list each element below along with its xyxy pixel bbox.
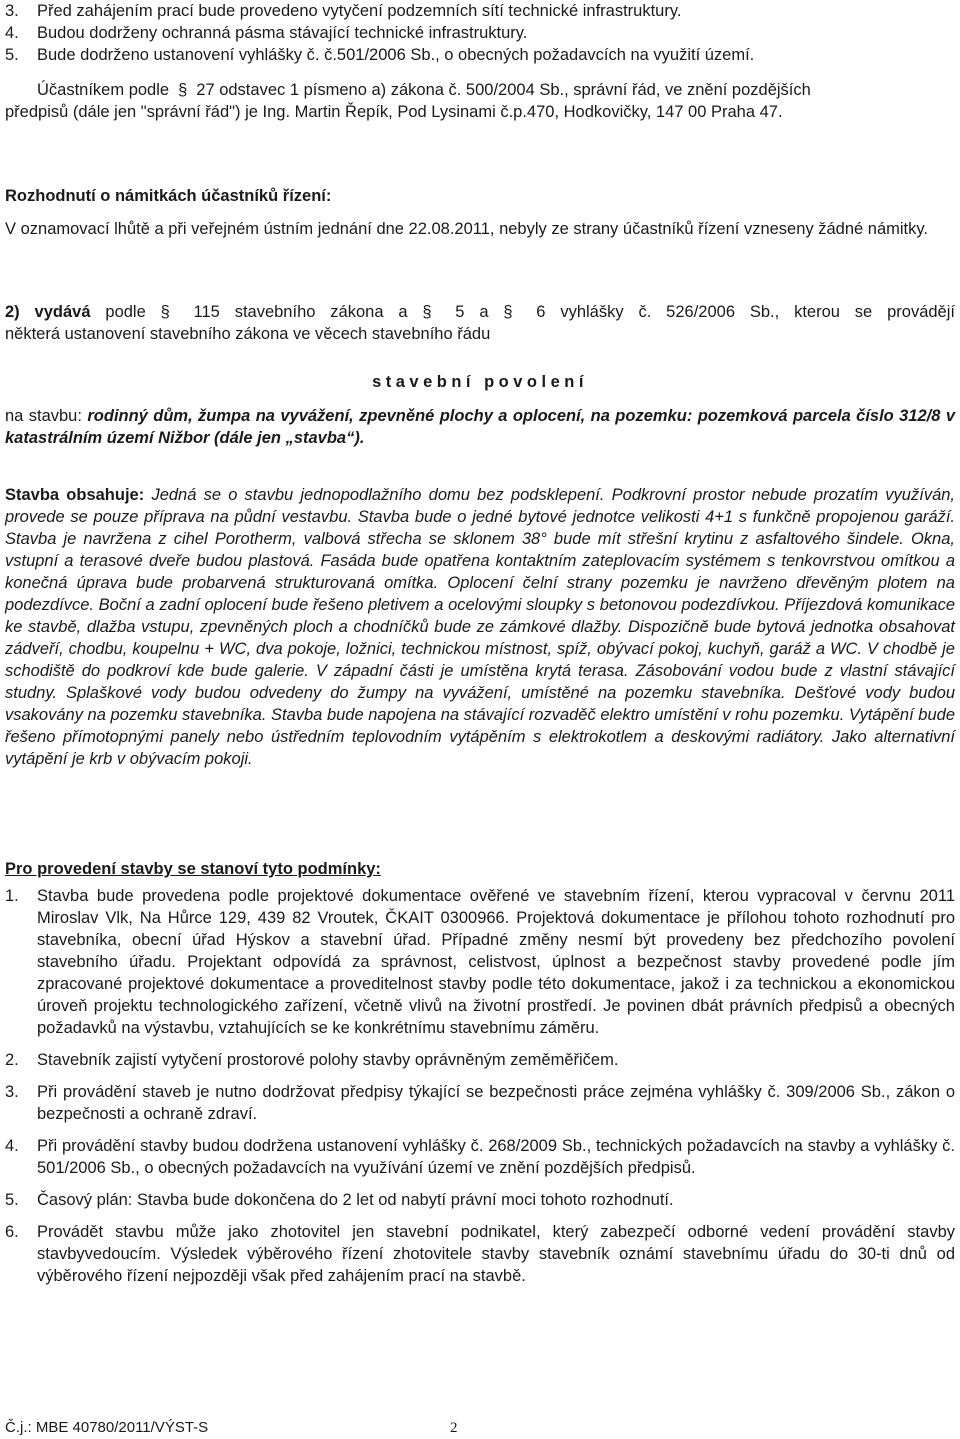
conditions-heading: Pro provedení stavby se stanoví tyto podmínky:	[5, 860, 381, 878]
reference-number: Č.j.: MBE 40780/2011/VÝST-S	[5, 1419, 209, 1436]
list-item	[5, 44, 955, 66]
objections-text: V oznamovací lhůtě a při veřejném ústním jednání dne 22.08.2011, nebyly ze strany účastníků řízení vzneseny žádné námitky.	[5, 220, 928, 238]
condition-text: Při provádění stavby budou dodržena ustanovení vyhlášky č. 268/2009 Sb., technických požadavcích na stavby a vyhlášky č. 501/2006 Sb., o obecných požadavcích na využívání území ve znění pozdějších předpisů.	[37, 1137, 955, 1177]
list-number: 3.	[5, 2, 19, 20]
objections-heading: Rozhodnutí o námitkách účastníků řízení:	[5, 187, 332, 205]
construction-paragraph	[5, 405, 955, 449]
condition-item	[5, 1189, 955, 1211]
list-text: Před zahájením prací bude provedeno vytyčení podzemních sítí technické infrastruktury.	[37, 2, 682, 20]
objections-section	[5, 185, 955, 240]
list-item	[5, 22, 955, 44]
list-text: Budou dodrženy ochranná pásma stávající technické infrastruktury.	[37, 24, 528, 42]
section-symbol: §	[178, 81, 188, 99]
list-text: Bude dodrženo ustanovení vyhlášky č. č.501/2006 Sb., o obecných požadavcích na využití území.	[37, 46, 755, 64]
construction-name: rodinný dům, žumpa na vyvážení, zpevněné plochy a oplocení, na pozemku: pozemková parcela číslo 312/8 v katastrálním území Nižbor (dále jen „stavba“).	[5, 407, 956, 447]
condition-text: Provádět stavbu může jako zhotovitel jen stavební podnikatel, který zabezpečí odborné vedení provádění stavby stavbyvedoucím. Výsledek výběrového řízení zhotovitele stavby stavebník oznámí stavebnímu úřadu do 30-ti dnů od výběrového řízení nejpozději však před zahájením prací na stavbě.	[37, 1223, 955, 1285]
condition-text: Časový plán: Stavba bude dokončena do 2 let od nabytí právní moci tohoto rozhodnutí.	[37, 1191, 674, 1209]
issues-paragraph	[5, 301, 955, 345]
condition-item	[5, 1135, 955, 1179]
contents-text: Jedná se o stavbu jednopodlažního domu bez podsklepení. Podkrovní prostor nebude prozatím využíván, provede se pouze příprava na půdní vestavbu. Stavba bude o jedné bytové jednotce velikosti 4+1 s funkčně propojenou garáží. Stavba je navržena z cihel Porotherm, valbová střecha se sklonem 38° bude mít střešní krytinu z asfaltového šindele. Okna, vstupní a terasové dveře budou plastová. Fasáda bude opatřena kontaktním zateplovacím systémem s tenkovrstvou omítkou a konečná úprava bude probarvená strukturovaná omítka. Oplocení čelní strany pozemku je navrženo dřevěným plotem na podezdívce. Boční a zadní oplocení bude řešeno pletivem a ocelovými sloupky s betonovou podezdívkou. Příjezdová komunikace ke stavbě, dlažba vstupu, zpevněných ploch a chodníčků bude ze zámkové dlažby. Dispozičně bude bytová jednotka obsahovat zádveří, chodbu, koupelnu + WC, dva pokoje, ložnici, technickou místnost, spíž, obývací pokoj, kuchyň, garáž a WC. V chodbě je schodiště do podkroví kde bude galerie. V západní části je umístěna krytá terasa. Zásobování vodou bude z vlastní stávající studny. Splaškové vody budou odvedeny do žumpy na vyvážení, umístěné na pozemku stavebníka. Dešťové vody budou vsakovány na pozemku stavebníka. Stavba bude napojena na stávající rozvaděč elektro umístění v rohu pozemku. Vytápění bude řešeno přímotopnými panely nebo ústředním teplovodním vytápěním s elektrokotlem a deskovými radiátory. Jako alternativní vytápění je krb v obývacím pokoji.	[5, 486, 956, 768]
permit-title-wrap	[5, 371, 955, 393]
participant-line-1: Účastníkem podle § 27 odstavec 1 písmeno a) zákona č. 500/2004 Sb., správní řád, ve znění pozdějších	[37, 81, 811, 99]
condition-text: Stavebník zajistí vytyčení prostorové polohy stavby oprávněným zeměměřičem.	[37, 1051, 619, 1069]
construction-prefix: na stavbu:	[5, 407, 82, 425]
list-number: 5.	[5, 46, 19, 64]
issues-line-2: některá ustanovení stavebního zákona ve věcech stavebního řádu	[5, 325, 491, 343]
top-list	[5, 0, 955, 66]
condition-item	[5, 885, 955, 1039]
list-item	[5, 0, 955, 22]
condition-number: 4.	[5, 1137, 19, 1155]
conditions-list	[5, 885, 955, 1287]
participant-paragraph	[5, 79, 955, 123]
condition-item	[5, 1081, 955, 1125]
page-footer	[5, 1417, 955, 1439]
condition-number: 1.	[5, 887, 19, 905]
condition-number: 3.	[5, 1083, 19, 1101]
list-number: 4.	[5, 24, 19, 42]
contents-paragraph	[5, 484, 955, 770]
condition-text: Při provádění staveb je nutno dodržovat předpisy týkající se bezpečnosti práce zejména vyhlášky č. 309/2006 Sb., zákon o bezpečnosti a ochraně zdraví.	[37, 1083, 955, 1123]
condition-number: 2.	[5, 1051, 19, 1069]
contents-label: Stavba obsahuje:	[5, 486, 145, 504]
condition-text: Stavba bude provedena podle projektové dokumentace ověřené ve stavebním řízení, kterou vypracoval v červnu 2011 Miroslav Vlk, Na Hůrce 129, 439 82 Vroutek, ČKAIT 0300966. Projektová dokumentace je přílohou tohoto rozhodnutí pro stavebníka, obecní úřad Hýskov a stavební úřad. Případné změny nesmí být provedeny bez předchozího povolení stavebního úřadu. Projektant odpovídá za správnost, celistvost, úplnost a bezpečnost stavby provedené podle jím zpracované projektové dokumentace a proveditelnost stavby podle této dokumentace, jakož i za technickou a ekonomickou úroveň projektu technologického zařízení, včetně vlivů na životní prostředí. Je povinen dbát právních předpisů a obecných požadavků na výstavbu, vztahujících se ke konkrétnímu stavebnímu záměru.	[37, 887, 955, 1037]
page-number: 2	[450, 1420, 458, 1436]
issues-line-1: 2) vydává podle § 115 stavebního zákona a § 5 a § 6 vyhlášky č. 526/2006 Sb., kterou se provádějí	[5, 303, 955, 321]
condition-number: 6.	[5, 1223, 19, 1241]
conditions-section	[5, 858, 955, 1287]
condition-item	[5, 1049, 955, 1071]
condition-number: 5.	[5, 1191, 19, 1209]
condition-item	[5, 1221, 955, 1287]
permit-title: stavební povolení	[372, 373, 588, 391]
participant-line-2: předpisů (dále jen "správní řád") je Ing. Martin Řepík, Pod Lysinami č.p.470, Hodkovičky, 147 00 Praha 47.	[5, 103, 783, 121]
